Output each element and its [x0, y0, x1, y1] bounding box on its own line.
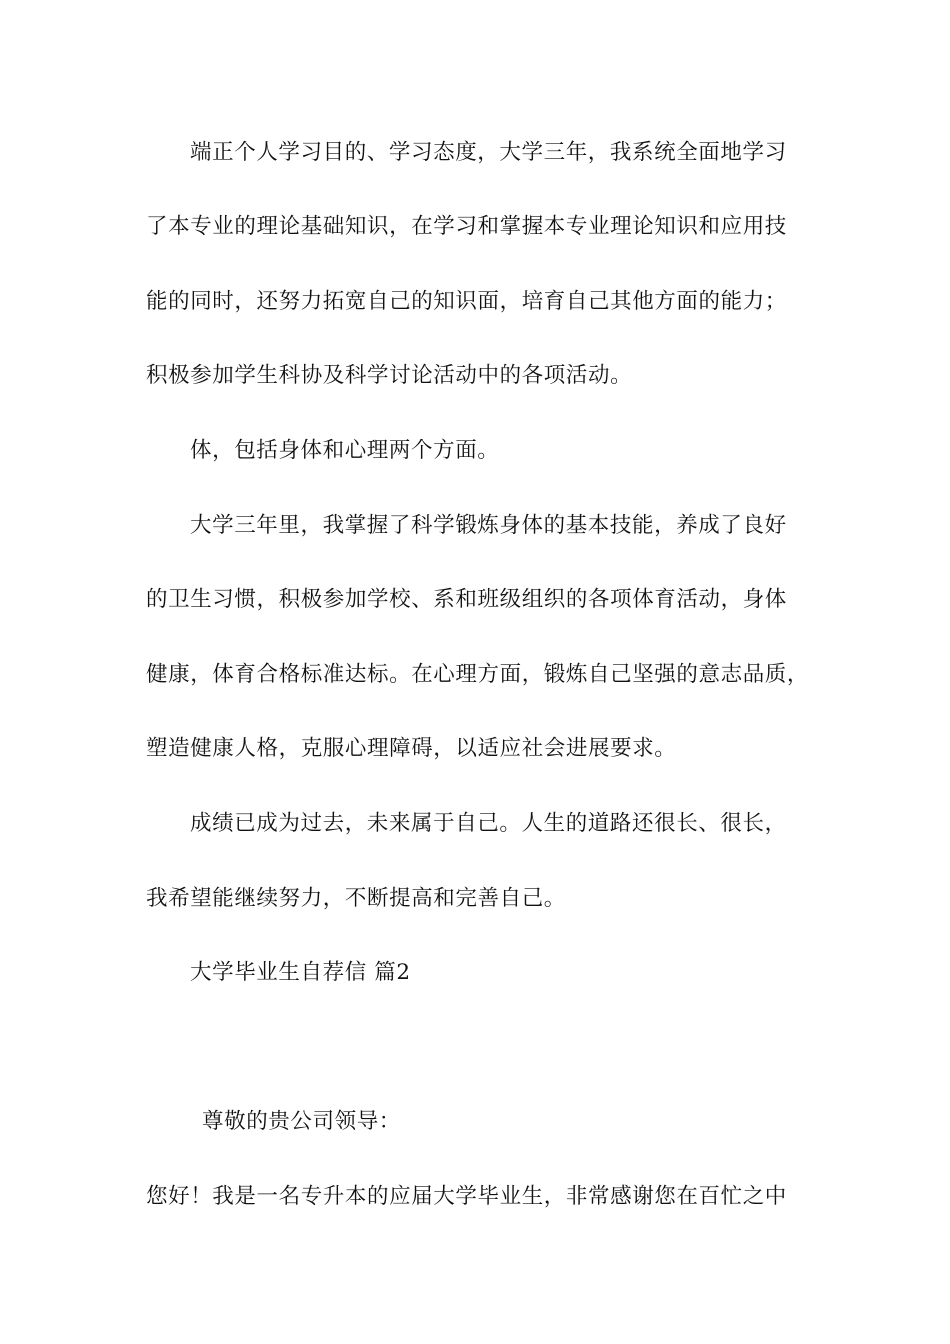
paragraph-line: 积极参加学生科协及科学讨论活动中的各项活动。: [146, 363, 633, 388]
paragraph-line: 端正个人学习目的、学习态度，大学三年，我系统全面地学习: [190, 140, 787, 165]
paragraph-line: 能的同时，还努力拓宽自己的知识面，培育自己其他方面的能力；: [146, 289, 787, 314]
paragraph-line: 您好！我是一名专升本的应届大学毕业生，非常感谢您在百忙之中: [146, 1184, 787, 1209]
paragraph-line: 的卫生习惯，积极参加学校、系和班级组织的各项体育活动，身体: [146, 587, 787, 612]
paragraph-line: 大学三年里，我掌握了科学锻炼身体的基本技能，养成了良好: [190, 513, 787, 538]
paragraph-line: 塑造健康人格，克服心理障碍，以适应社会进展要求。: [146, 736, 677, 761]
paragraph-line: 体，包括身体和心理两个方面。: [190, 438, 500, 463]
paragraph-line: 健康，体育合格标准达标。在心理方面，锻炼自己坚强的意志品质，: [146, 662, 810, 687]
salutation: 尊敬的贵公司领导：: [202, 1109, 401, 1134]
paragraph-line: 我希望能继续努力，不断提高和完善自己。: [146, 886, 566, 911]
paragraph-line: 成绩已成为过去，未来属于自己。人生的道路还很长、很长，: [190, 811, 787, 836]
section-heading: 大学毕业生自荐信 篇2: [190, 960, 411, 985]
paragraph-line: 了本专业的理论基础知识，在学习和掌握本专业理论知识和应用技: [146, 214, 787, 239]
